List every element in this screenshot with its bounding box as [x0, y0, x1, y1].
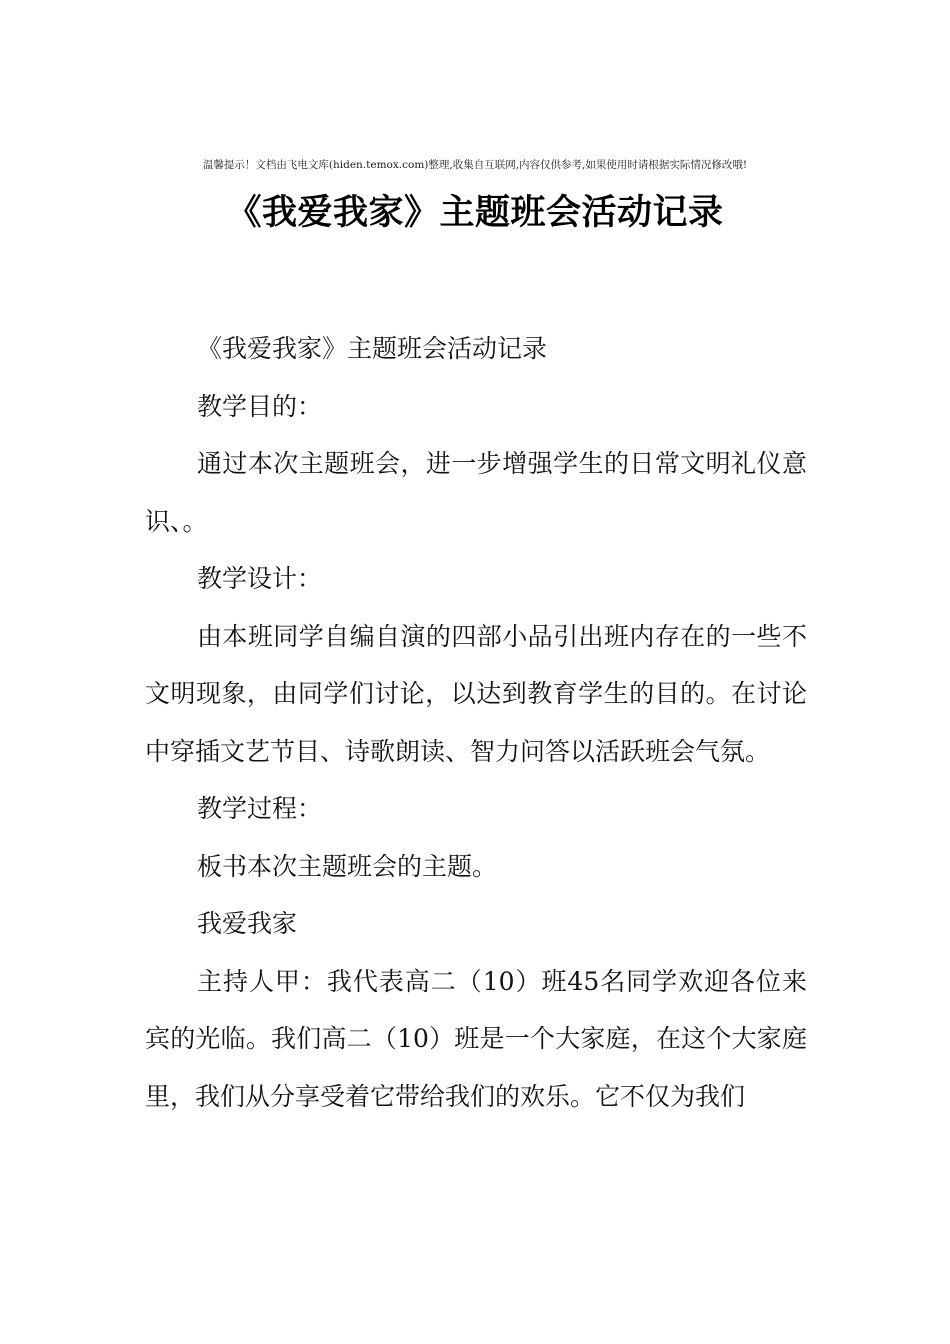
- paragraph-teaching-purpose-label: 教学目的：: [197, 391, 323, 421]
- paragraph-teaching-design: 由本班同学自编自演的四部小品引出班内存在的一些不文明现象，由同学们讨论，以达到教育学生的目的。在讨论中穿插文艺节目、诗歌朗读、智力问答以活跃班会气氛。: [145, 621, 807, 766]
- paragraph-host-speech: 主持人甲：我代表高二（10）班45名同学欢迎各位来宾的光临。我们高二（10）班是一个大家庭，在这个大家庭里，我们从分享受着它带给我们的欢乐。它不仅为我们: [145, 966, 807, 1111]
- paragraph-teaching-process-label: 教学过程：: [197, 794, 323, 823]
- paragraph-teaching-design-label: 教学设计：: [197, 564, 323, 593]
- download-notice: 温馨提示！文档由飞电文库(hiden.temox.com)整理,收集自互联网,内容仅供参考,如果使用时请根据实际情况修改哦!: [202, 159, 748, 171]
- paragraph-board-writing: 板书本次主题班会的主题。: [197, 851, 498, 881]
- paragraph-heading-repeat: 《我爱我家》主题班会活动记录: [197, 334, 548, 363]
- document-body: [145, 320, 807, 1125]
- paragraph-teaching-purpose: 通过本次主题班会，进一步增强学生的日常文明礼仪意识、。: [145, 449, 807, 536]
- document-title: 《我爱我家》主题班会活动记录: [226, 192, 724, 233]
- paragraph-theme: 我爱我家: [197, 909, 298, 938]
